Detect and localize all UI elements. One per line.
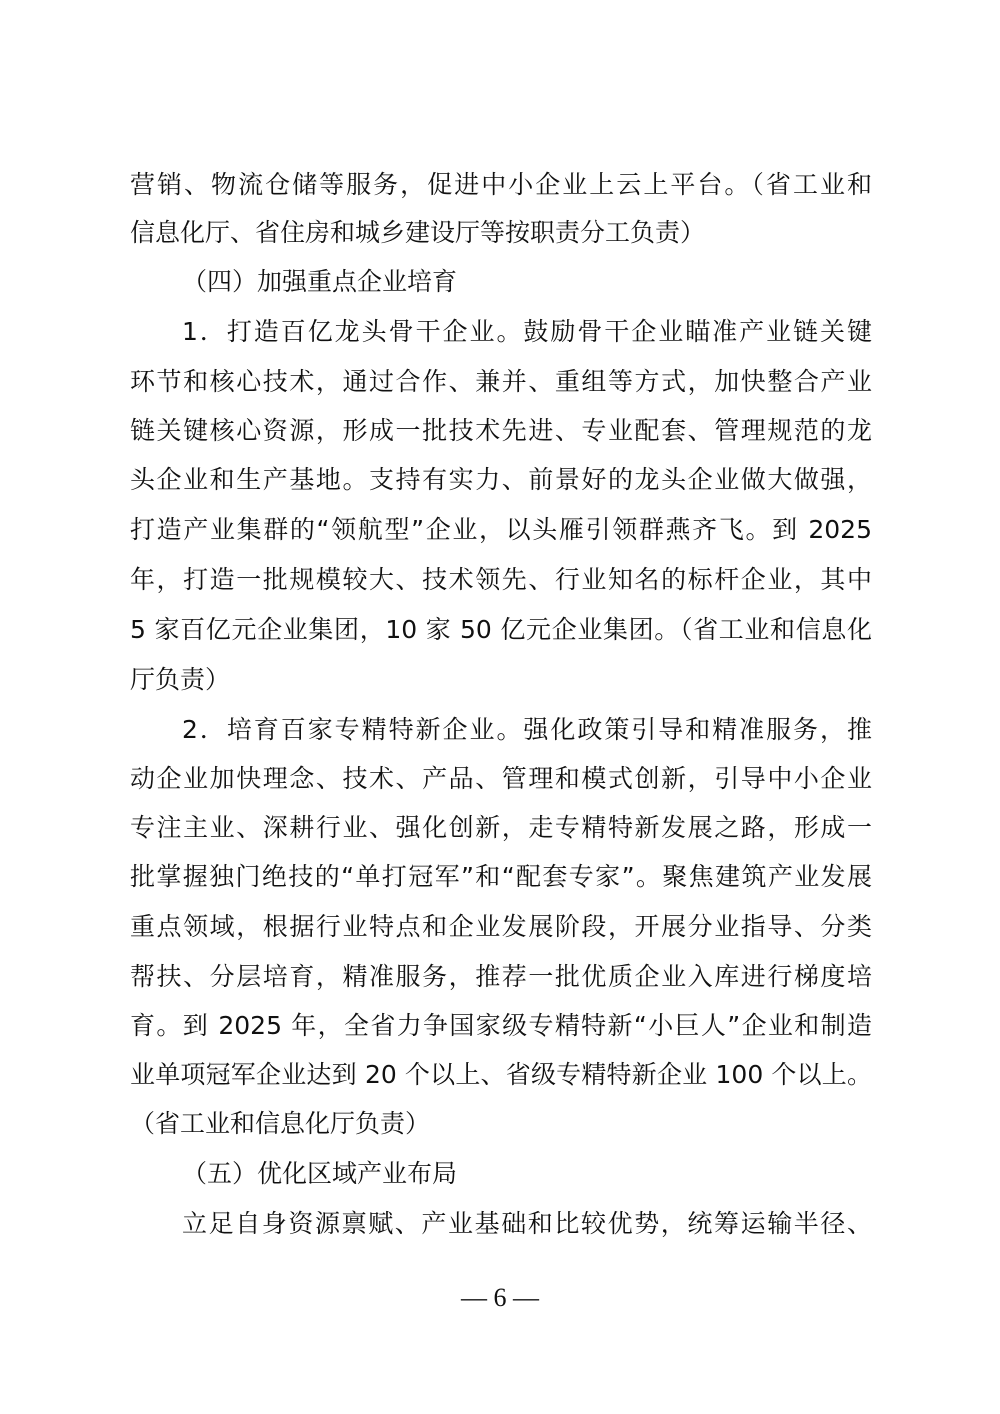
paragraph-line: 链关键核心资源，形成一批技术先进、专业配套、管理规范的龙 <box>130 416 872 445</box>
paragraph-line: 专注主业、深耕行业、强化创新，走专精特新发展之路，形成一 <box>130 813 872 842</box>
paragraph-line: 批掌握独门绝技的“单打冠军”和“配套专家”。聚焦建筑产业发展 <box>130 862 872 891</box>
paragraph-line: 营销、物流仓储等服务，促进中小企业上云上平台。（省工业和 <box>130 170 872 199</box>
paragraph-line: 5 家百亿元企业集团，10 家 50 亿元企业集团。（省工业和信息化 <box>130 615 872 644</box>
paragraph-line: 育。到 2025 年，全省力争国家级专精特新“小巨人”企业和制造 <box>130 1011 872 1040</box>
page-number: — 6 — <box>461 1283 539 1312</box>
paragraph-line: 帮扶、分层培育，精准服务，推荐一批优质企业入库进行梯度培 <box>130 962 872 991</box>
paragraph-line: （省工业和信息化厅负责） <box>130 1109 431 1138</box>
paragraph-line: 立足自身资源禀赋、产业基础和比较优势，统筹运输半径、 <box>182 1209 872 1238</box>
paragraph-line: 环节和核心技术，通过合作、兼并、重组等方式，加快整合产业 <box>130 367 872 396</box>
paragraph-line: 厅负责） <box>130 665 231 694</box>
paragraph-line: 打造产业集群的“领航型”企业，以头雁引领群燕齐飞。到 2025 <box>130 515 872 544</box>
paragraph-line: 年，打造一批规模较大、技术领先、行业知名的标杆企业，其中 <box>130 565 872 594</box>
paragraph-line: 业单项冠军企业达到 20 个以上、省级专精特新企业 100 个以上。 <box>130 1060 872 1089</box>
paragraph-line: 头企业和生产基地。支持有实力、前景好的龙头企业做大做强， <box>130 465 872 494</box>
paragraph-line: 信息化厅、省住房和城乡建设厅等按职责分工负责） <box>130 218 706 247</box>
section-heading: （四）加强重点企业培育 <box>182 267 458 296</box>
paragraph-line: 重点领域，根据行业特点和企业发展阶段，开展分业指导、分类 <box>130 912 872 941</box>
section-heading: （五）优化区域产业布局 <box>182 1159 458 1188</box>
subsection-heading-line: 2．培育百家专精特新企业。强化政策引导和精准服务，推 <box>182 715 872 744</box>
subsection-heading-line: 1．打造百亿龙头骨干企业。鼓励骨干企业瞄准产业链关键 <box>182 317 872 346</box>
paragraph-line: 动企业加快理念、技术、产品、管理和模式创新，引导中小企业 <box>130 764 872 793</box>
